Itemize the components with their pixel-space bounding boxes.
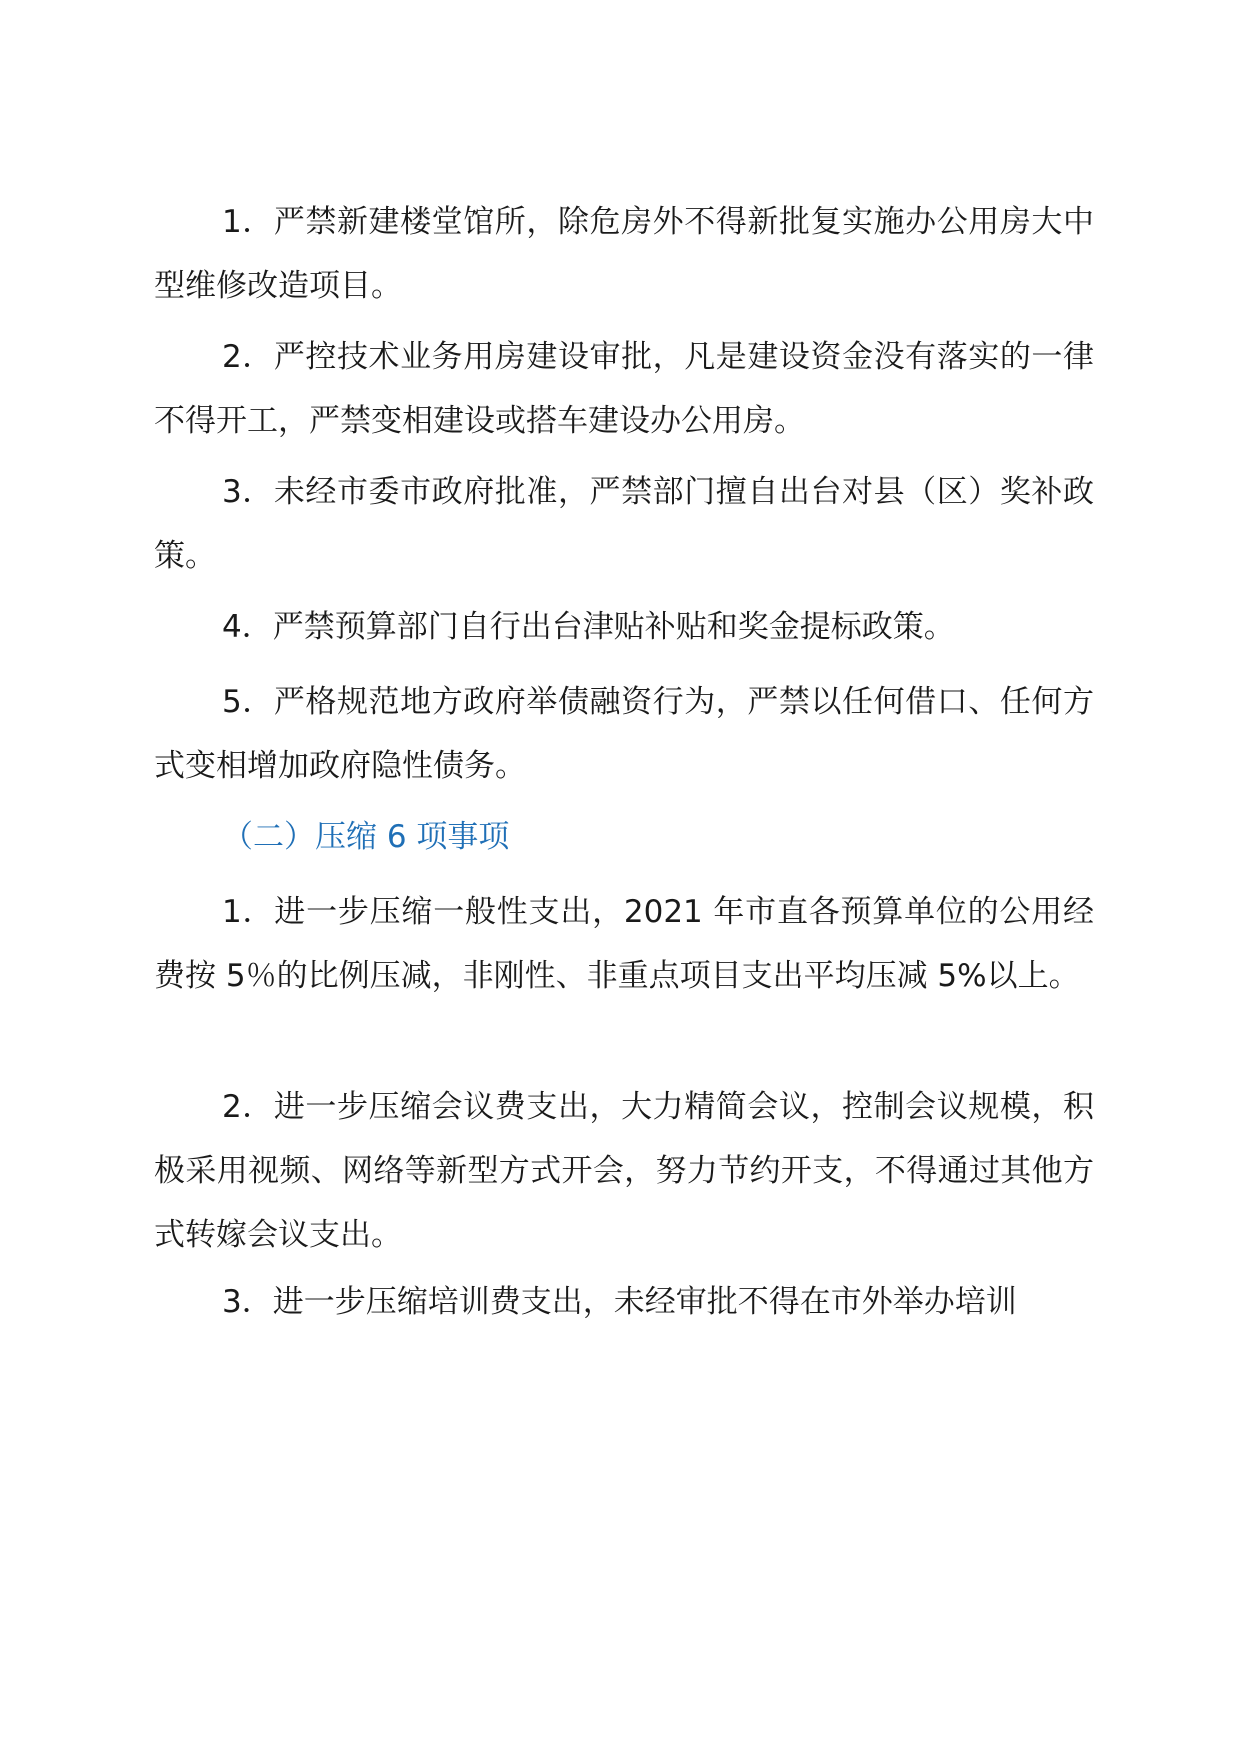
paragraph-general-expenditure: 1．进一步压缩一般性支出，2021 年市直各预算单位的公用经费按 5％的比例压减，非刚性、非重点项目支出平均压减 5%以上。 (154, 894, 1094, 994)
paragraph-training-expenditure: 3．进一步压缩培训费支出，未经审批不得在市外举办培训 (222, 1284, 1017, 1320)
section-heading: （二）压缩 6 项事项 (222, 819, 510, 855)
paragraph-technical-housing-approval: 2．严控技术业务用房建设审批，凡是建设资金没有落实的一律不得开工，严禁变相建设或搭车建设办公用房。 (154, 339, 1094, 439)
paragraph-subsidy-policy: 3．未经市委市政府批准，严禁部门擅自出台对县（区）奖补政策。 (154, 474, 1094, 574)
paragraph-government-debt: 5．严格规范地方政府举债融资行为，严禁以任何借口、任何方式变相增加政府隐性债务。 (154, 684, 1094, 784)
paragraph-meeting-expenditure: 2．进一步压缩会议费支出，大力精简会议，控制会议规模，积极采用视频、网络等新型方式开会，努力节约开支，不得通过其他方式转嫁会议支出。 (154, 1089, 1094, 1253)
paragraph-ban-new-buildings: 1．严禁新建楼堂馆所，除危房外不得新批复实施办公用房大中型维修改造项目。 (154, 204, 1094, 304)
paragraph-allowance-policy: 4．严禁预算部门自行出台津贴补贴和奖金提标政策。 (222, 609, 955, 645)
